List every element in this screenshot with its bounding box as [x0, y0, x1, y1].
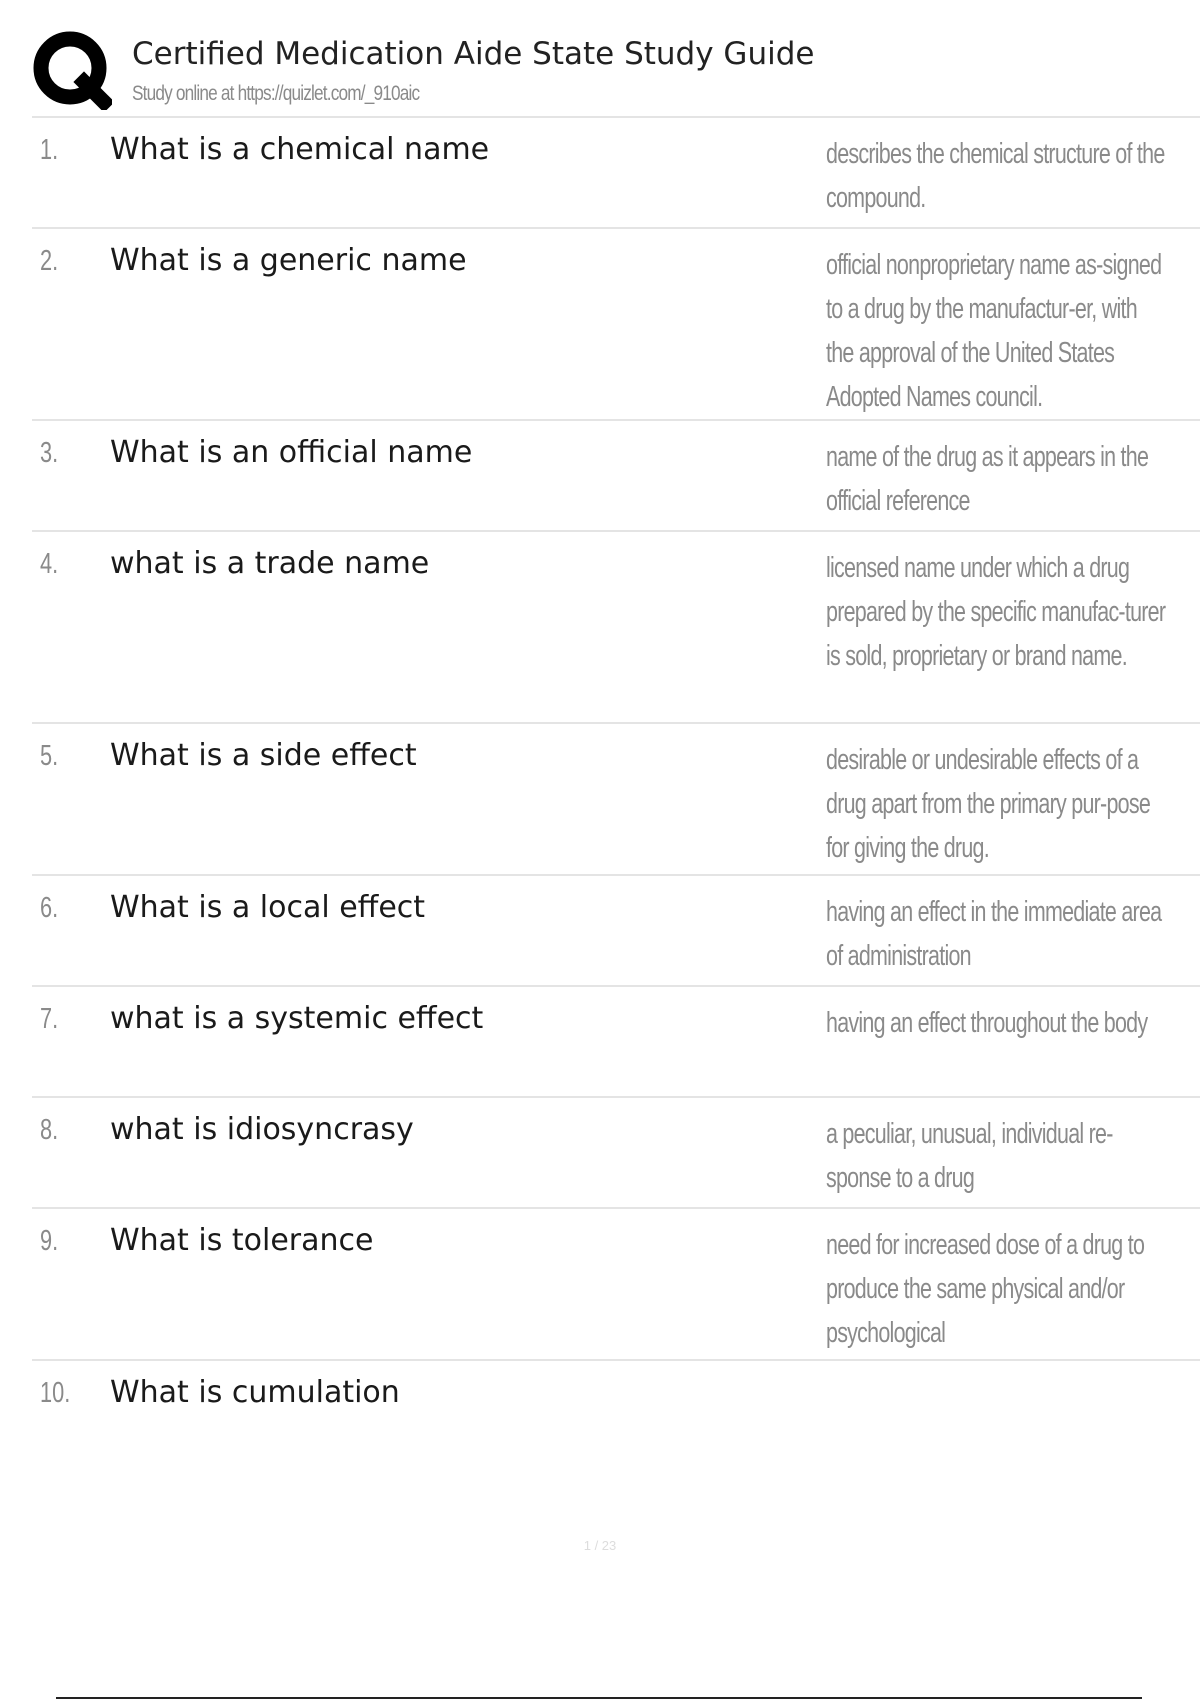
card-definition: describes the chemical structure of the compound. [826, 138, 1165, 214]
card-definition: a peculiar, unusual, individual re-sponse to a drug [826, 1118, 1113, 1194]
card-definition: having an effect in the immediate area of administration [826, 896, 1162, 972]
card-number: 1. [40, 134, 59, 166]
document-header [32, 28, 1192, 116]
card-term: What is a local effect [110, 890, 426, 925]
card-number: 8. [40, 1114, 59, 1146]
card-number: 9. [40, 1225, 59, 1257]
footer-divider [56, 1697, 1142, 1699]
card-number: 10. [40, 1377, 71, 1409]
card-number: 4. [40, 548, 59, 580]
flashcard-row [32, 229, 1200, 421]
card-term: What is cumulation [110, 1375, 400, 1410]
card-definition: having an effect throughout the body [826, 1007, 1148, 1039]
card-number: 7. [40, 1003, 59, 1035]
card-term: what is a systemic effect [110, 1001, 484, 1036]
flashcard-row [32, 876, 1200, 987]
card-definition: name of the drug as it appears in the official reference [826, 441, 1149, 517]
card-term: What is a chemical name [110, 132, 490, 167]
flashcard-row [32, 1361, 1200, 1441]
card-number: 6. [40, 892, 59, 924]
flashcard-row [32, 1098, 1200, 1209]
flashcard-list [32, 116, 1200, 1441]
flashcard-row [32, 421, 1200, 532]
card-term: What is tolerance [110, 1223, 374, 1258]
card-definition: desirable or undesirable effects of a drug apart from the primary pur-pose for giving the drug. [826, 744, 1151, 864]
card-term: what is a trade name [110, 546, 430, 581]
flashcard-row [32, 118, 1200, 229]
card-definition: licensed name under which a drug prepared by the specific manufac-turer is sold, proprietary or brand name. [826, 552, 1166, 672]
card-number: 2. [40, 245, 59, 277]
page-number: 1 / 23 [583, 1538, 617, 1553]
quizlet-logo-icon [32, 30, 112, 110]
card-term: What is a side effect [110, 738, 417, 773]
card-term: What is an official name [110, 435, 473, 470]
card-term: What is a generic name [110, 243, 467, 278]
study-online-link-text: Study online at https://quizlet.com/_910aic [132, 82, 420, 105]
card-number: 3. [40, 437, 59, 469]
flashcard-row [32, 532, 1200, 724]
flashcard-row [32, 987, 1200, 1098]
card-definition: need for increased dose of a drug to produce the same physical and/or psychological [826, 1229, 1145, 1349]
flashcard-row [32, 1209, 1200, 1361]
card-number: 5. [40, 740, 59, 772]
document-title: Certified Medication Aide State Study Guide [132, 36, 815, 72]
card-term: what is idiosyncrasy [110, 1112, 414, 1147]
flashcard-row [32, 724, 1200, 876]
card-definition: official nonproprietary name as-signed to a drug by the manufactur-er, with the approval of the United States Adopted Names council. [826, 249, 1162, 413]
